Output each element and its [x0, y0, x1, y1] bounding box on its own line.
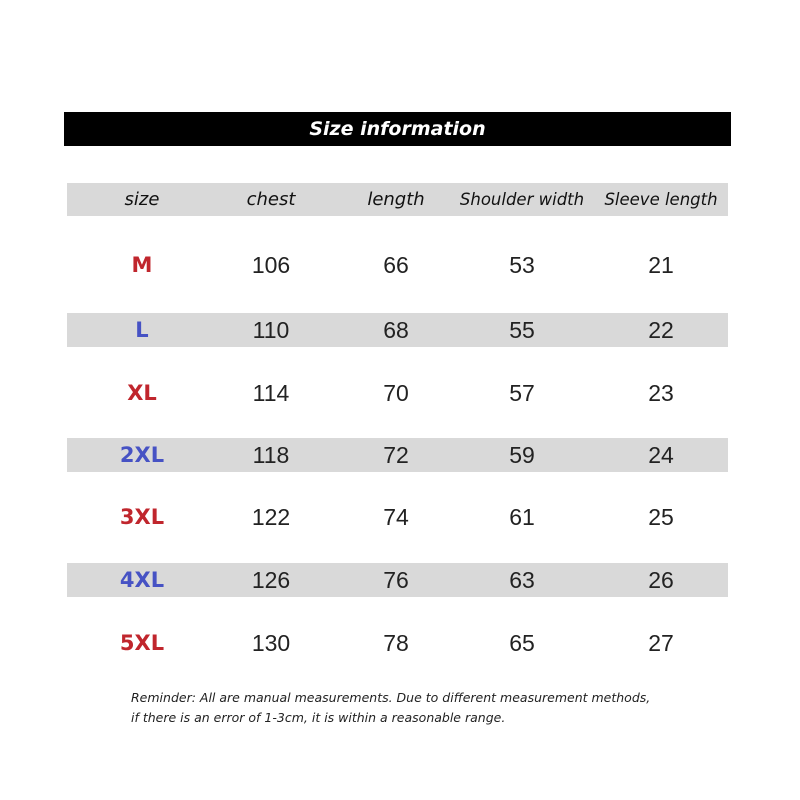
- reminder-line-1: Reminder: All are manual measurements. Due to different measurement methods,: [131, 690, 651, 705]
- length-cell: 68: [383, 316, 409, 343]
- size-cell: L: [135, 318, 149, 342]
- sleeve-length-cell: 22: [648, 316, 674, 343]
- chest-cell: 110: [252, 316, 290, 343]
- shoulder-width-cell: 63: [509, 566, 535, 593]
- sleeve-length-cell: 21: [648, 251, 674, 278]
- table-header-row: [67, 183, 728, 216]
- reminder-note: [131, 688, 751, 728]
- shoulder-width-cell: 65: [509, 629, 535, 656]
- shoulder-width-cell: 53: [509, 251, 535, 278]
- chest-cell: 106: [251, 251, 291, 278]
- table-row: [67, 500, 728, 534]
- reminder-line-2: if there is an error of 1-3cm, it is within a reasonable range.: [131, 710, 506, 725]
- size-cell: XL: [127, 381, 157, 405]
- header-chest: chest: [246, 189, 296, 210]
- table-row: [67, 248, 728, 282]
- table-row: [67, 563, 728, 597]
- size-cell: 2XL: [119, 443, 165, 467]
- shoulder-width-cell: 61: [509, 503, 535, 530]
- sleeve-length-cell: 23: [648, 379, 674, 406]
- header-size: size: [124, 189, 160, 210]
- page-title: Size information: [309, 118, 486, 140]
- length-cell: 70: [383, 379, 409, 406]
- size-cell: M: [131, 253, 153, 277]
- chest-cell: 122: [251, 503, 291, 530]
- chest-cell: 130: [251, 629, 291, 656]
- chest-cell: 126: [251, 566, 291, 593]
- header-length: length: [367, 189, 425, 210]
- table-row: [67, 376, 728, 410]
- length-cell: 72: [383, 441, 409, 468]
- header-sleeve-length: Sleeve length: [604, 190, 718, 209]
- table-row: [67, 313, 728, 347]
- table-row: [67, 626, 728, 660]
- chest-cell: 118: [252, 441, 290, 468]
- length-cell: 66: [383, 251, 409, 278]
- size-cell: 3XL: [119, 505, 165, 529]
- sleeve-length-cell: 24: [648, 441, 674, 468]
- length-cell: 78: [383, 629, 409, 656]
- shoulder-width-cell: 59: [509, 441, 535, 468]
- size-cell: 5XL: [119, 631, 165, 655]
- sleeve-length-cell: 26: [648, 566, 674, 593]
- shoulder-width-cell: 57: [509, 379, 535, 406]
- chest-cell: 114: [252, 379, 290, 406]
- length-cell: 76: [383, 566, 409, 593]
- header-shoulder-width: Shoulder width: [459, 190, 585, 209]
- length-cell: 74: [383, 503, 409, 530]
- sleeve-length-cell: 25: [648, 503, 674, 530]
- table-row: [67, 438, 728, 472]
- shoulder-width-cell: 55: [509, 316, 535, 343]
- sleeve-length-cell: 27: [648, 629, 674, 656]
- size-cell: 4XL: [119, 568, 165, 592]
- title-bar: [64, 112, 731, 146]
